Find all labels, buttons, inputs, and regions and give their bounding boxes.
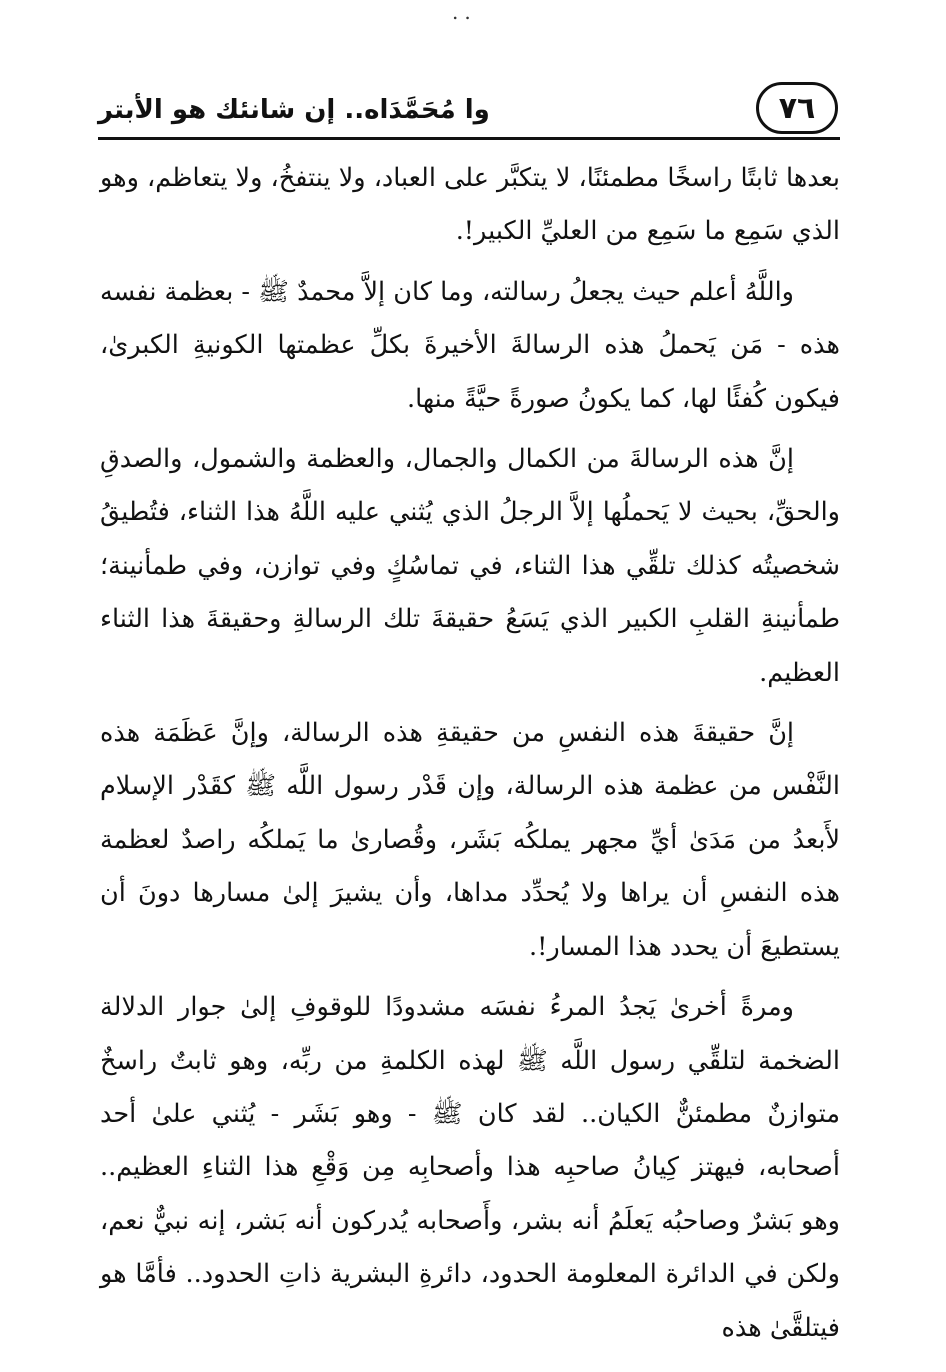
top-marks: .. [452,0,477,24]
paragraph-5: ومرةً أخرىٰ يَجدُ المرءُ نفسَه مشدودًا للوقوفِ إلىٰ جوار الدلالة الضخمة لتلقِّي رسول اللَّه ﷺ لهذه الكلمةِ من ربِّه، وهو ثابتٌ راسخٌ متوازنٌ مطمئنٌّ الكيان.. لقد كان ﷺ - وهو بَشَر - يُثني علىٰ أحد أصحابه، فيهتز كِيانُ صاحبِه هذا وأصحابِه مِن وَقْعِ هذا الثناءِ العظيم.. وهو بَشرٌ وصاحبُه يَعلَمُ أنه بشر، وأَصحابه يُدركون أنه بَشر، إنه نبيٌّ نعم، ولكن في الدائرة المعلومة الحدود، دائرةِ البشرية ذاتِ الحدود.. فأمَّا هو فيتلقَّىٰ هذه [100,992,840,1343]
page-header [98,78,840,144]
paragraph-1: بعدها ثابتًا راسخًا مطمئنًا، لا يتكبَّر على العباد، ولا ينتفخُ، ولا يتعاظم، وهو الذي سَمِع ما سَمِع من العليِّ الكبير!. [100,163,840,247]
paragraph-4: إنَّ حقيقةَ هذه النفسِ من حقيقةِ هذه الرسالة، وإنَّ عَظَمَة هذه النَّفْس من عظمة هذه الرسالة، وإن قَدْر رسول اللَّه ﷺ كقَدْر الإسلام لأَبعدُ من مَدَىٰ أيِّ مجهر يملكُه بَشَر، وقُصارىٰ ما يَملكُه راصدٌ لعظمة هذه النفسِ أن يراها ولا يُحدِّد مداها، وأن يشيرَ إلىٰ مسارها دونَ أن يستطيعَ أن يحدد هذا المسار!. [100,718,840,962]
running-title-text: وا مُحَمَّدَاه.. إن شانئك هو الأبتر [98,95,490,125]
paragraph-3: إنَّ هذه الرسالةَ من الكمال والجمال، والعظمة والشمول، والصدقِ والحقِّ، بحيث لا يَحملُها إلاَّ الرجلُ الذي يُثني عليه اللَّهُ هذا الثناء، فتُطيقُ شخصيتُه كذلك تلقِّي هذا الثناء، في تماسُكٍ وفي توازن، وفي طمأنينة؛ طمأنينةِ القلبِ الكبير الذي يَسَعُ حقيقةَ تلك الرسالةِ وحقيقةَ هذا الثناء العظيم. [100,444,840,688]
running-title [98,92,738,128]
page-body [100,152,840,1355]
header-rule [98,137,840,140]
paragraph-2: واللَّهُ أعلم حيث يجعلُ رسالته، وما كان إلاَّ محمدٌ ﷺ - بعظمة نفسه هذه - مَن يَحملُ هذه الرسالةَ الأخيرةَ بكلِّ عظمتها الكونيةِ الكبرىٰ، فيكون كُفئًا لها، كما يكونُ صورةً حيَّةً منها. [100,276,840,414]
page-number: ٧٦ [756,82,838,134]
